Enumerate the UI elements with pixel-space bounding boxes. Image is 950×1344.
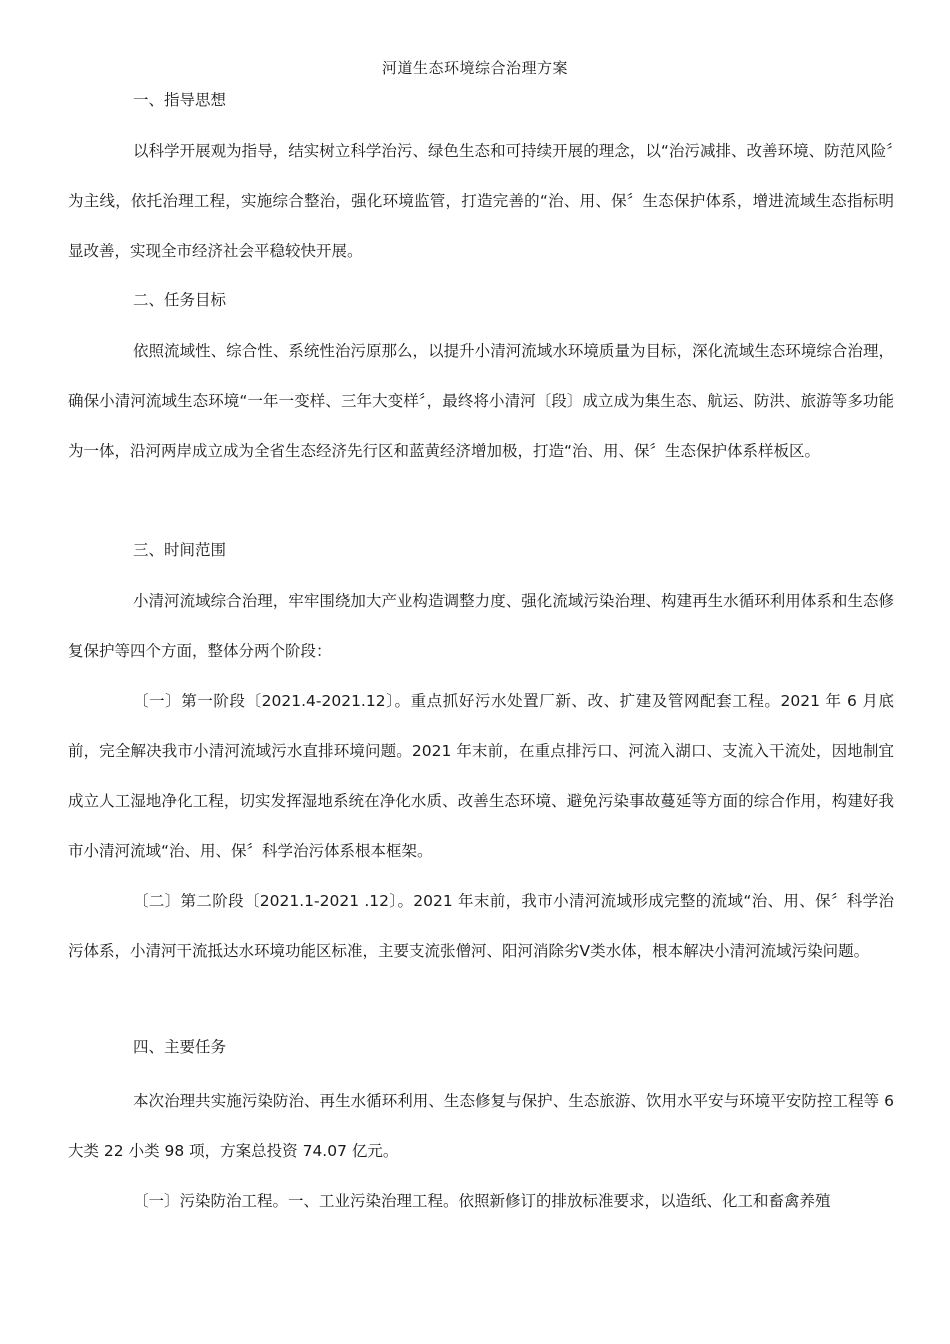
paragraph-task-goals: 依照流域性、综合性、系统性治污原那么，以提升小清河流域水环境质量为目标，深化流域生态环境综合治理，确保小清河流域生态环境“一年一变样、三年大变样〞，最终将小清河〔段〕成立成为集生态、航运、防洪、旅游等多功能为一体，沿河两岸成立成为全省生态经济先行区和蓝黄经济增加极，打造“治、用、保〞生态保护体系样板区。	[68, 342, 894, 460]
paragraph-main-tasks-overview: 本次治理共实施污染防治、再生水循环利用、生态修复与保护、生态旅游、饮用水平安与环境平安防控工程等 6 大类 22 小类 98 项，方案总投资 74.07 亿元。	[68, 1092, 894, 1160]
section-heading-guiding-ideology: 一、指导思想	[133, 91, 227, 109]
paragraph-phase-two: 〔二〕第二阶段〔2021.1-2021 .12〕。2021 年末前，我市小清河流域形成完整的流域“治、用、保〞科学治污体系，小清河干流抵达水环境功能区标准，主要支流张僧河、阳河消除劣Ⅴ类水体，根本解决小清河流域污染问题。	[68, 892, 894, 960]
paragraph-phase-one: 〔一〕第一阶段〔2021.4-2021.12〕。重点抓好污水处置厂新、改、扩建及管网配套工程。2021 年 6 月底前，完全解决我市小清河流域污水直排环境问题。2021 年末前，在重点排污口、河流入湖口、支流入干流处，因地制宜成立人工湿地净化工程，切实发挥湿地系统在净化水质、改善生态环境、避免污染事故蔓延等方面的综合作用，构建好我市小清河流域“治、用、保〞科学治污体系根本框架。	[68, 692, 894, 860]
paragraph-time-range-intro: 小清河流域综合治理，牢牢围绕加大产业构造调整力度、强化流域污染治理、构建再生水循环利用体系和生态修复保护等四个方面，整体分两个阶段：	[68, 592, 894, 660]
paragraph-guiding-ideology: 以科学开展观为指导，结实树立科学治污、绿色生态和可持续开展的理念，以“治污减排、改善环境、防范风险〞为主线，依托治理工程，实施综合整治，强化环境监管，打造完善的“治、用、保〞生态保护体系，增进流域生态指标明显改善，实现全市经济社会平稳较快开展。	[68, 142, 894, 260]
section-heading-main-tasks: 四、主要任务	[133, 1038, 227, 1056]
paragraph-pollution-control: 〔一〕污染防治工程。一、工业污染治理工程。依照新修订的排放标准要求，以造纸、化工和畜禽养殖	[133, 1192, 831, 1210]
section-heading-time-range: 三、时间范围	[133, 541, 227, 559]
document-title: 河道生态环境综合治理方案	[381, 59, 568, 77]
section-heading-task-goals: 二、任务目标	[133, 291, 227, 309]
